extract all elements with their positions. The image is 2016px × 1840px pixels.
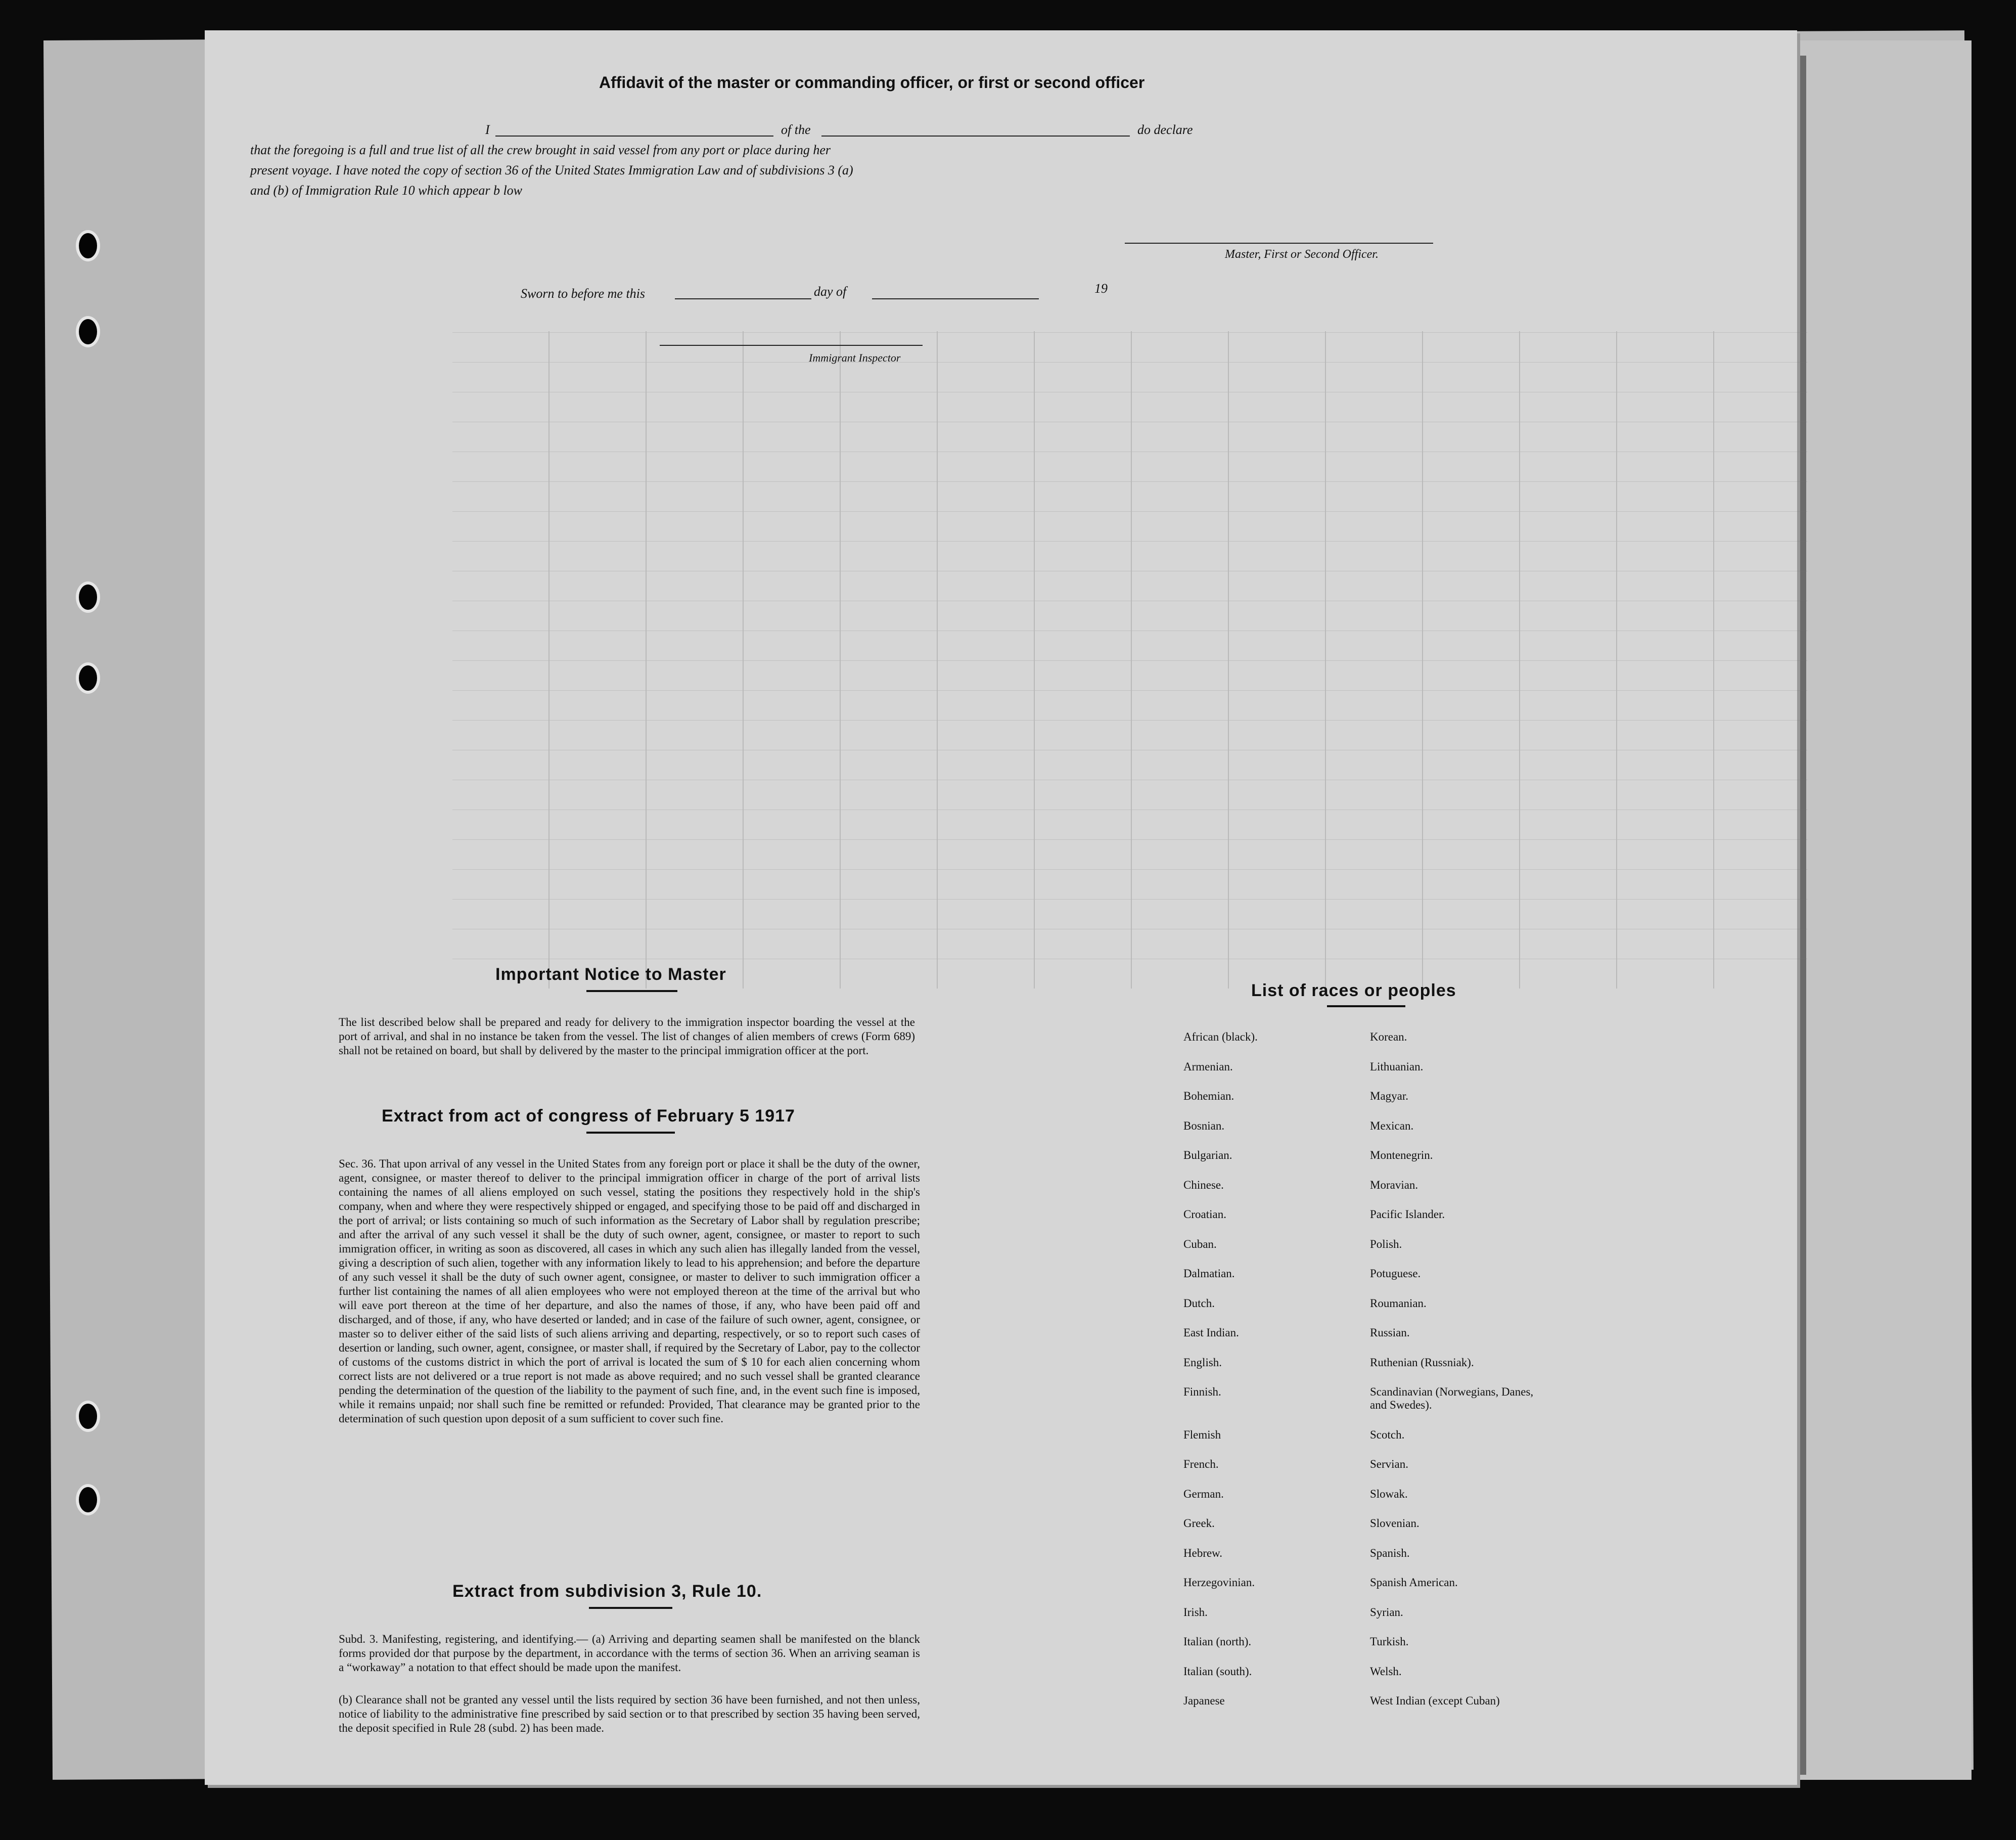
race-item-right: Spanish. <box>1370 1546 1410 1559</box>
race-item-left: French. <box>1183 1458 1219 1470</box>
sworn-text: Sworn to before me this <box>521 286 646 301</box>
affidavit-line-3: present voyage. I have noted the copy of section 36 of the United States Immigration Law and of subdivisions 3 (a) <box>250 163 853 177</box>
race-item-right: Servian. <box>1370 1458 1409 1470</box>
extract-rule-para-a: Subd. 3. Manifesting, registering, and identifying.— (a) Arriving and departing seamen shall be manifested on the blanck forms provided dor that purpose by the department, in accordance with the terms of section 36. When an arriving seaman is a “workaway” a notation to that effect should be made upon the manifest. <box>339 1633 920 1674</box>
affidavit-do-declare: do declare <box>1137 122 1193 137</box>
extract-act-body: Sec. 36. That upon arrival of any vessel in the United States from any foreign port or place it shall be the duty of the owner, agent, consignee, or master thereof to deliver to the principal immigration officer in charge of the port of arrival lists containing the names of all aliens employed on such vessel, stating the positions they respectively hold in the ship's company, when and where they were respectively shipped or engaged, and specifying those to be paid off and discharged in the port of arrival; or lists containing so much of such information as the Secretary of Labor shall by regulation prescribe; and after the arrival of any such vessel it shall be the duty of such owner, agent, consignee, or master to report to such immigration officer, in writing as soon as discovered, all cases in which any such alien has illegally landed from the vessel, giving a description of such alien, together with any information likely to lead to his apprehension; and before the departure of any such vessel it shall be the duty of such owner agent, consignee, or master to deliver to such immigration officer a further list containing the names of all alien employees who were not employed thereon at the time of the arrival but who will eave port thereon at the time of her departure, and also the names of those, if any, who have been paid off and discharged, and of those, if any, who have deserted or landed; and in case of the failure of such owner, agent, consignee, or master so to deliver either of the said lists of such aliens arriving and departing, respectively, or so to report such cases of desertion or landing, such owner, agent, consignee, or master shall, if required by the Secretary of Labor, pay to the collector of customs of the customs district in which the port of arrival is located the sum of $ 10 for each alien concerning whom correct lists are not delivered or a true report is not made as above required; and no such vessel shall be granted clearance pending the determination of the question of the liability to the payment of such fine, and, in the event such fine is imposed, while it remains unpaid; nor shall such fine be remitted or refunded: Provided, That clearance may be granted prior to the determination of such question upon deposit of a sum sufficient to cover such fine. <box>339 1157 920 1425</box>
vessel-blank-line <box>821 136 1130 137</box>
race-item-right: Turkish. <box>1370 1635 1409 1648</box>
race-item-left: African (black). <box>1183 1030 1258 1043</box>
race-item-left: Dalmatian. <box>1183 1267 1235 1280</box>
month-blank-line <box>872 298 1039 299</box>
binder-hole <box>76 230 100 261</box>
race-item-left: English. <box>1183 1356 1222 1369</box>
race-item-left: Armenian. <box>1183 1060 1233 1073</box>
race-item-right: Syrian. <box>1370 1605 1403 1619</box>
notice-title: Important Notice to Master <box>495 965 726 984</box>
race-item-right: Moravian. <box>1370 1178 1418 1191</box>
race-item-right: Polish. <box>1370 1237 1402 1250</box>
extract-act-title: Extract from act of congress of February 5 1917 <box>382 1106 795 1126</box>
race-item-right: Slowak. <box>1370 1487 1408 1500</box>
race-item-left: Bulgarian. <box>1183 1149 1232 1161</box>
notice-title-underline <box>586 990 677 992</box>
race-item-right: Montenegrin. <box>1370 1149 1433 1161</box>
race-item-right: Roumanian. <box>1370 1296 1427 1310</box>
race-item-right: West Indian (except Cuban) <box>1370 1694 1500 1707</box>
race-item-right: Mexican. <box>1370 1119 1414 1132</box>
affidavit-i: I <box>485 122 490 137</box>
extract-act-underline <box>586 1132 675 1134</box>
binder-hole <box>76 1484 100 1515</box>
races-title-underline <box>1327 1005 1405 1007</box>
day-of-text: day of <box>814 284 847 299</box>
bleed-through-table <box>452 331 1807 989</box>
binder-hole <box>76 662 100 694</box>
year-prefix: 19 <box>1094 281 1108 296</box>
affidavit-line-2: that the foregoing is a full and true list of all the crew brought in said vessel from any port or place during her <box>250 143 831 157</box>
affidavit-line-4: and (b) of Immigration Rule 10 which appear b low <box>250 183 523 198</box>
race-item-right: Ruthenian (Russniak). <box>1370 1356 1474 1369</box>
race-item-right: Scandinavian (Norwegians, Danes, and Swedes). <box>1370 1385 1534 1411</box>
race-item-right: Russian. <box>1370 1326 1410 1339</box>
binder-hole <box>76 1401 100 1432</box>
binder-hole <box>76 316 100 347</box>
race-item-left: Cuban. <box>1183 1237 1217 1250</box>
race-item-left: Flemish <box>1183 1428 1221 1441</box>
race-item-left: Japanese <box>1183 1694 1225 1707</box>
race-item-left: Finnish. <box>1183 1385 1221 1398</box>
race-item-right: Lithuanian. <box>1370 1060 1424 1073</box>
race-item-left: Dutch. <box>1183 1296 1215 1310</box>
race-item-left: Hebrew. <box>1183 1546 1223 1559</box>
race-item-right: Slovenian. <box>1370 1517 1419 1530</box>
extract-rule-title: Extract from subdivision 3, Rule 10. <box>452 1582 762 1601</box>
race-item-left: Chinese. <box>1183 1178 1224 1191</box>
race-item-left: Irish. <box>1183 1605 1208 1619</box>
race-item-right: Potuguese. <box>1370 1267 1421 1280</box>
extract-rule-para-b: (b) Clearance shall not be granted any vessel until the lists required by section 36 have been furnished, and not then unless, notice of liability to the administrative fine prescribed by said section or to that prescribed by section 35 having been served, the deposit specified in Rule 28 (subd. 2) has been made. <box>339 1693 920 1734</box>
races-title: List of races or peoples <box>1251 981 1456 1000</box>
race-item-left: Herzegovinian. <box>1183 1576 1255 1589</box>
master-signature-line <box>1125 243 1433 244</box>
race-item-right: Magyar. <box>1370 1090 1409 1102</box>
race-item-left: Italian (north). <box>1183 1635 1252 1648</box>
race-item-left: Italian (south). <box>1183 1665 1252 1678</box>
race-item-left: Greek. <box>1183 1517 1215 1530</box>
day-blank-line <box>675 298 811 299</box>
race-item-right: Welsh. <box>1370 1665 1402 1678</box>
race-item-right: Korean. <box>1370 1030 1407 1043</box>
notice-body: The list described below shall be prepared and ready for delivery to the immigration inspector boarding the vessel at the port of arrival, and shal in no instance be taken from the vessel. The list of changes of alien members of crews (Form 689) shall not be retained on board, but shall by delivered by the master to the principal immigration officer at the port. <box>339 1016 915 1057</box>
race-item-left: East Indian. <box>1183 1326 1239 1339</box>
inspector-label: Immigrant Inspector <box>809 351 901 364</box>
master-signature-label: Master, First or Second Officer. <box>1225 248 1379 261</box>
affidavit-page <box>205 30 1797 1785</box>
affidavit-title: Affidavit of the master or commanding officer, or first or second officer <box>599 73 1145 92</box>
affidavit-of-the: of the <box>781 122 811 137</box>
name-blank-line <box>495 136 773 137</box>
race-item-left: German. <box>1183 1487 1224 1500</box>
race-item-left: Croatian. <box>1183 1208 1226 1221</box>
extract-rule-underline <box>589 1607 672 1609</box>
race-item-left: Bohemian. <box>1183 1090 1234 1102</box>
inspector-signature-line <box>660 345 923 346</box>
race-item-right: Pacific Islander. <box>1370 1208 1445 1221</box>
binder-hole <box>76 581 100 613</box>
race-item-right: Scotch. <box>1370 1428 1405 1441</box>
race-item-right: Spanish American. <box>1370 1576 1458 1589</box>
race-item-left: Bosnian. <box>1183 1119 1225 1132</box>
